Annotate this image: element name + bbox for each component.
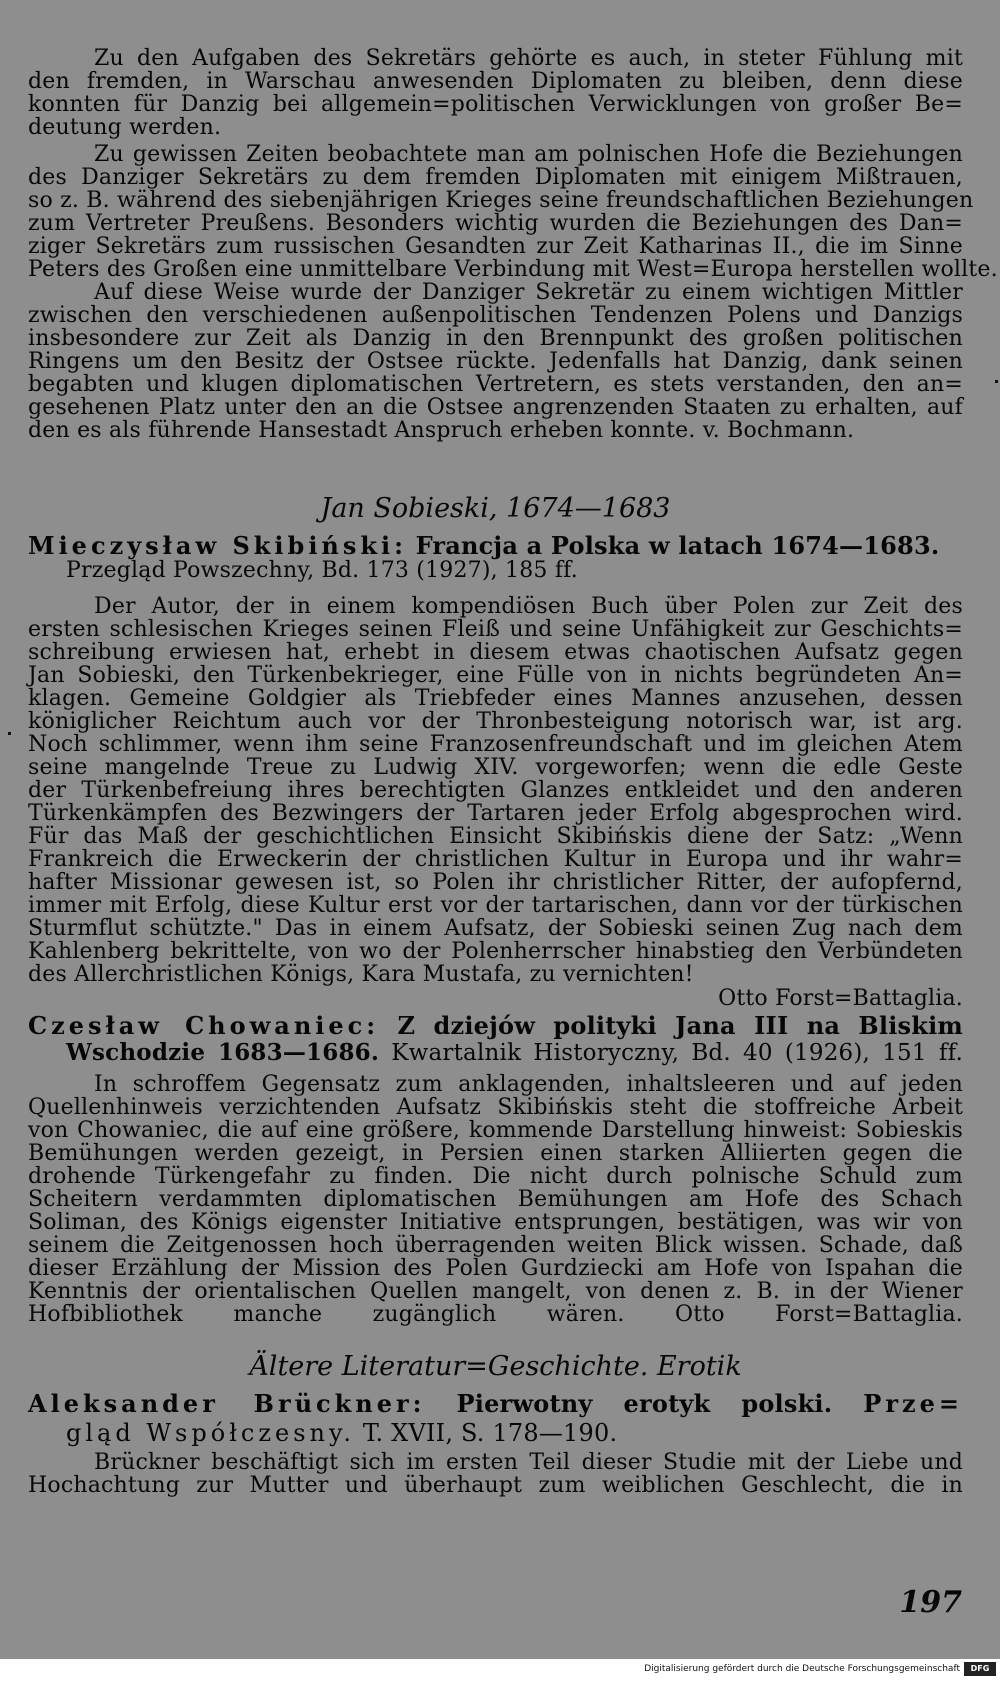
paragraph-line: Zu gewissen Zeiten beobachtete man am polnischen Hofe die Beziehungen <box>94 142 963 167</box>
footer-credit: Digitalisierung gefördert durch die Deutsche Forschungsgemeinschaft <box>644 1664 960 1674</box>
entry-title: Pierwotny erotyk polski. <box>456 1389 833 1418</box>
entry-journal: Prze= <box>863 1389 963 1418</box>
paragraph-line: ersten schlesischen Krieges seinen Fleiß und seine Unfähigkeit zur Geschichts= <box>28 617 963 642</box>
paragraph-line: klagen. Gemeine Goldgier als Triebfeder eines Mannes anzusehen, dessen <box>28 686 963 711</box>
paragraph-line: den fremden, in Warschau anwesenden Diplomaten zu bleiben, denn diese <box>28 69 963 94</box>
paragraph-line: Zu den Aufgaben des Sekretärs gehörte es auch, in steter Fühlung mit <box>94 46 963 71</box>
paragraph-line: des Danziger Sekretärs zu dem fremden Diplomaten mit einigem Mißtrauen, <box>28 165 963 190</box>
section-heading: Jan Sobieski, 1674—1683 <box>320 493 671 524</box>
paragraph-line: Der Autor, der in einem kompendiösen Buch über Polen zur Zeit des <box>94 594 963 619</box>
paragraph-line: Noch schlimmer, wenn ihm seine Franzosenfreundschaft und im gleichen Atem <box>28 732 963 757</box>
paragraph-line: Soliman, des Königs eigenster Initiative entsprungen, bestätigen, was wir von <box>28 1210 963 1235</box>
paragraph-line: zwischen den verschiedenen außenpolitischen Tendenzen Polens und Danzigs <box>28 303 963 328</box>
paragraph-line: gesehenen Platz unter den an die Ostsee angrenzenden Staaten zu erhalten, auf <box>28 395 963 420</box>
entry-journal: gląd Współczesny. <box>66 1419 355 1447</box>
paragraph-line: der Türkenbefreiung ihres berechtigten Glanzes entkleidet und den anderen <box>28 778 963 803</box>
paragraph-line: Scheitern verdammten diplomatischen Bemühungen am Hofe des Schach <box>28 1187 963 1212</box>
paragraph-line: ziger Sekretärs zum russischen Gesandten zur Zeit Katharinas II., die im Sinne <box>28 234 963 259</box>
paragraph-line: begabten und klugen diplomatischen Vertretern, es stets verstanden, den an= <box>28 372 963 397</box>
paragraph-line: von Chowaniec, die auf eine größere, kommende Darstellung hinweist: Sobieskis <box>28 1118 963 1143</box>
paragraph-line: Quellenhinweis verzichtenden Aufsatz Skibińskis steht die stoffreiche Arbeit <box>28 1095 963 1120</box>
paragraph-line: des Allerchristlichen Königs, Kara Mustafa, zu vernichten! <box>28 962 694 987</box>
paragraph-line: schreibung erwiesen hat, erhebt in diesem etwas chaotischen Aufsatz gegen <box>28 640 963 665</box>
bibliography-entry-heading <box>28 1389 963 1419</box>
paragraph-line: Hochachtung zur Mutter und überhaupt zum weiblichen Geschlecht, die in <box>28 1473 963 1498</box>
signature: Otto Forst=Battaglia. <box>718 986 963 1011</box>
paragraph-line: seinem die Zeitgenossen hoch überragenden weiten Blick wissen. Schade, daß <box>28 1233 963 1258</box>
paragraph-text: Hofbibliothek manche zugänglich wären. <box>28 1302 625 1327</box>
scan-speck <box>995 380 998 383</box>
paragraph-line: königlicher Reichtum auch vor der Thronbesteigung notorisch war, ist arg. <box>28 709 963 734</box>
paragraph-line: insbesondere zur Zeit als Danzig in den Brennpunkt des großen politischen <box>28 326 963 351</box>
bibliography-entry-heading <box>28 531 963 561</box>
paragraph-line: Türkenkämpfen des Bezwingers der Tartaren jeder Erfolg abgesprochen wird. <box>28 801 963 826</box>
paragraph-line: Frankreich die Erweckerin der christlichen Kultur in Europa und ihr wahr= <box>28 847 963 872</box>
paragraph-line: Bemühungen werden gezeigt, in Persien einen starken Alliierten gegen die <box>28 1141 963 1166</box>
page-number: 197 <box>899 1585 962 1620</box>
paragraph-line: In schroffem Gegensatz zum anklagenden, inhaltsleeren und auf jeden <box>94 1072 963 1097</box>
paragraph-line: zum Vertreter Preußens. Besonders wichtig wurden die Beziehungen des Dan= <box>28 211 963 236</box>
paragraph-line: Sturmflut schützte." Das in einem Aufsatz, der Sobieski seinen Zug nach dem <box>28 916 963 941</box>
paragraph-line: immer mit Erfolg, diese Kultur erst vor der tartarischen, dann vor der türkischen <box>28 893 963 918</box>
paragraph-line: Peters des Großen eine unmittelbare Verbindung mit West=Europa herstellen wollte. <box>28 257 998 282</box>
entry-author: Czesław Chowaniec: <box>28 1011 380 1040</box>
entry-volume: T. XVII, S. 178—190. <box>362 1419 618 1447</box>
paragraph-line: Kenntnis der orientalischen Quellen mangelt, von denen z. B. in der Wiener <box>28 1279 963 1304</box>
entry-source <box>66 1418 963 1448</box>
entry-author: Mieczysław Skibiński: <box>28 531 407 560</box>
paragraph-line: drohende Türkengefahr zu finden. Die nicht durch polnische Schuld zum <box>28 1164 963 1189</box>
digitization-footer <box>0 1659 1000 1681</box>
entry-title-continued: Wschodzie 1683—1686. <box>66 1039 380 1066</box>
paragraph-line: hafter Missionar gewesen ist, so Polen ihr christlicher Ritter, der aufopfernd, <box>28 870 963 895</box>
paragraph-line: den es als führende Hansestadt Anspruch erheben konnte. v. Bochmann. <box>28 418 855 443</box>
paragraph-line: so z. B. während des siebenjährigen Krieges seine freundschaftlichen Beziehungen <box>28 188 974 213</box>
paragraph-line: Für das Maß der geschichtlichen Einsicht Skibińskis diene der Satz: „Wenn <box>28 824 963 849</box>
paragraph-line: deutung werden. <box>28 115 222 140</box>
entry-source <box>66 1040 963 1066</box>
scan-speck <box>8 732 11 735</box>
signature: Otto Forst=Battaglia. <box>674 1302 964 1327</box>
paragraph-line: Jan Sobieski, den Türkenbekrieger, eine Fülle von in nichts begründeten An= <box>28 663 963 688</box>
paragraph-line: Ringens um den Besitz der Ostsee rückte. Jedenfalls hat Danzig, dank seinen <box>28 349 963 374</box>
paragraph-line: Kahlenberg bekrittelte, von wo der Polenherrscher hinabstieg den Verbündeten <box>28 939 963 964</box>
paragraph-line: konnten für Danzig bei allgemein=politischen Verwicklungen von großer Be= <box>28 92 963 117</box>
paragraph-line <box>28 1302 963 1328</box>
paragraph-line: seine mangelnde Treue zu Ludwig XIV. vorgeworfen; wenn die edle Geste <box>28 755 963 780</box>
dfg-logo: DFG <box>964 1662 996 1676</box>
paragraph-line: Brückner beschäftigt sich im ersten Teil dieser Studie mit der Liebe und <box>94 1450 963 1475</box>
entry-title: Z dziejów polityki Jana III na Bliskim <box>397 1011 964 1040</box>
bibliography-entry-heading <box>28 1011 963 1041</box>
paragraph-line: dieser Erzählung der Mission des Polen Gurdziecki am Hofe von Ispahan die <box>28 1256 963 1281</box>
entry-author: Aleksander Brückner: <box>28 1389 426 1418</box>
entry-journal: Kwartalnik Historyczny, Bd. 40 (1926), 151 ff. <box>391 1040 963 1066</box>
entry-source: Przegląd Powszechny, Bd. 173 (1927), 185 ff. <box>66 558 578 583</box>
entry-title: Francja a Polska w latach 1674—1683. <box>415 531 940 560</box>
paragraph-line: Auf diese Weise wurde der Danziger Sekretär zu einem wichtigen Mittler <box>94 280 963 305</box>
section-heading: Ältere Literatur=Geschichte. Erotik <box>249 1351 742 1382</box>
